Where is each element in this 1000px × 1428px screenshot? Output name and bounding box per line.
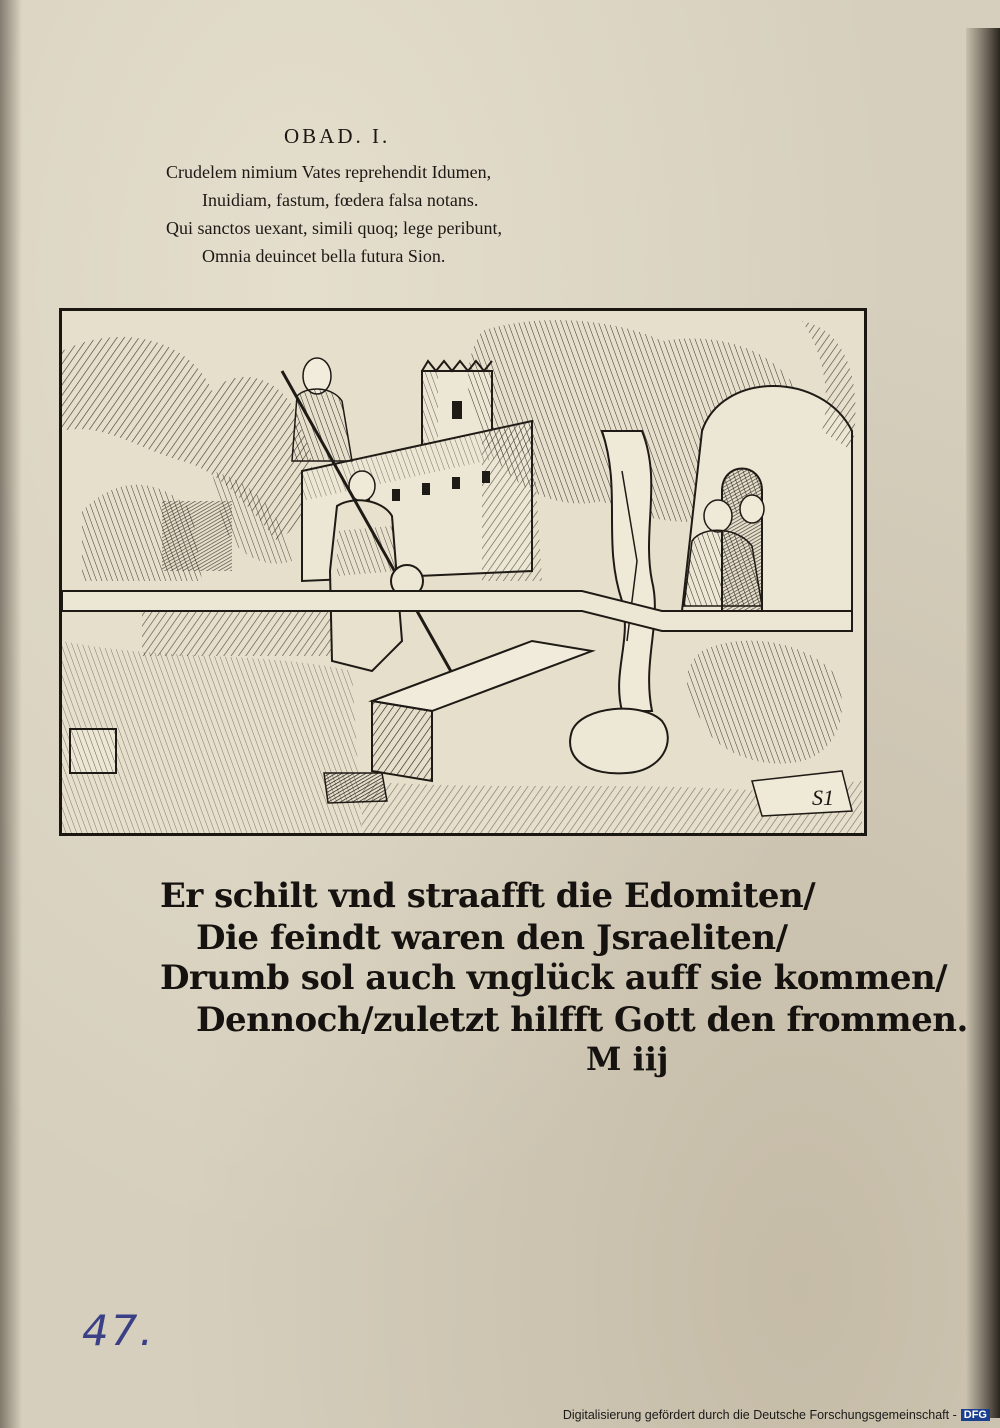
latin-verse-line: Crudelem nimium Vates reprehendit Idumen, (166, 162, 492, 182)
digitization-credit (563, 1408, 990, 1422)
woodcut-illustration (59, 308, 867, 836)
artist-monogram: S1 (812, 785, 834, 810)
latin-verse-line: Omnia deuincet bella futura Sion. (202, 246, 446, 266)
page-edge (966, 28, 1000, 1418)
woodcut-scene (62, 311, 864, 833)
german-verse-line: Dennoch/zuletzt hilfft Gott den frommen. (196, 1000, 968, 1040)
spine-shadow (0, 0, 22, 1428)
latin-verse-line: Qui sanctos uexant, simili quoq; lege peribunt, (166, 218, 502, 238)
german-verse-line: Drumb sol auch vnglück auff sie kommen/ (160, 958, 948, 998)
dfg-logo: DFG (961, 1409, 990, 1421)
german-verse-line: Die feindt waren den Jsraeliten/ (196, 918, 788, 958)
latin-verse-line: Inuidiam, fastum, fœdera falsa notans. (202, 190, 479, 210)
credit-text: Digitalisierung gefördert durch die Deutsche Forschungsgemeinschaft - (562, 1408, 957, 1422)
handwritten-folio-number: 47. (82, 1306, 155, 1355)
german-verse-line: Er schilt vnd straafft die Edomiten/ (160, 876, 816, 916)
signature-mark: M iij (586, 1040, 669, 1078)
page-heading: OBAD. I. (284, 124, 391, 148)
